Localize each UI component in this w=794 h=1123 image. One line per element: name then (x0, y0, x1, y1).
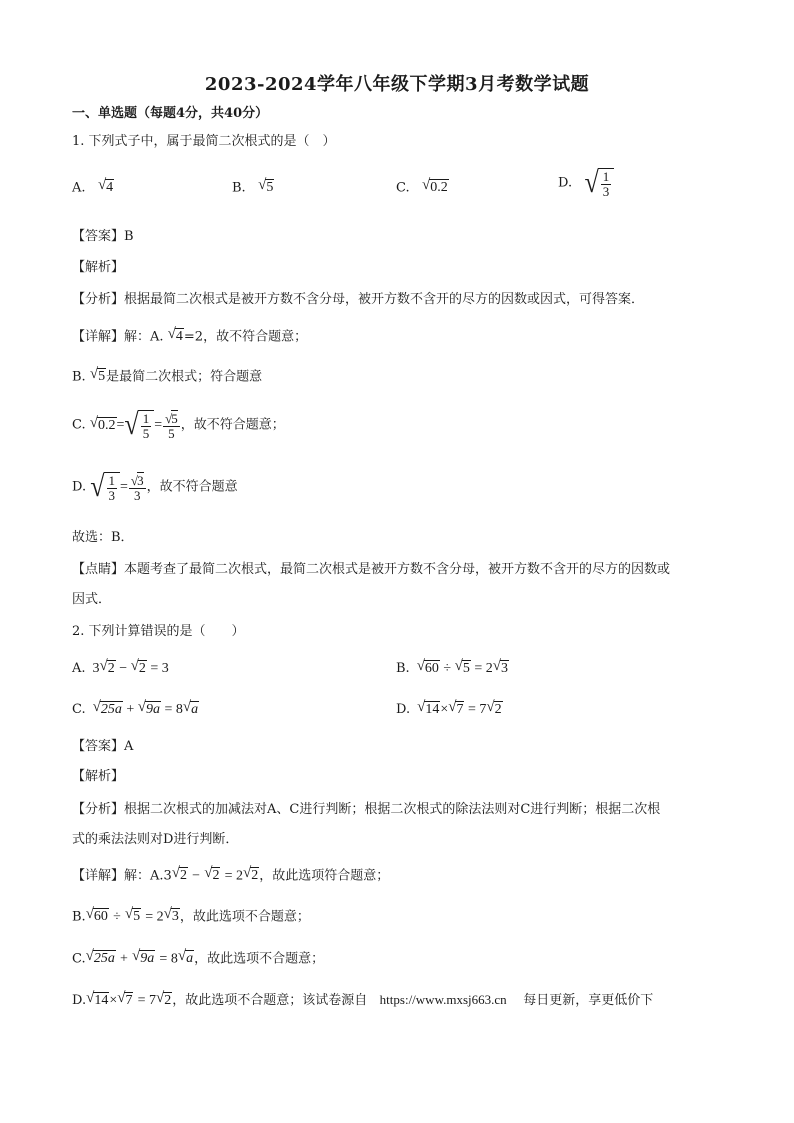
q2-answer: 【答案】A (72, 739, 134, 754)
q2-analysis-line-2: 式的乘法法则对D进行判断． (72, 832, 239, 847)
q1-option-b: B. √5 (232, 178, 274, 199)
sqrt-one-third: √ $\frac{1}{3}$ (585, 168, 615, 199)
q1-option-d: D. √ $\frac{1}{3}$ (558, 168, 614, 199)
q1-analysis-text: 【分析】根据最简二次根式是被开方数不含分母，被开方数不含开的尽方的因数或因式，可得答案． (72, 292, 645, 307)
q2-analysis-line-1: 【分析】根据二次根式的加减法对A、C进行判断；根据二次根式的除法法则对C进行判断；根据二次根 (72, 802, 661, 817)
sqrt-0-2: √0.2 (422, 177, 448, 195)
q2-detail-a: 【详解】解：A.3√2 − √2 = 2√2，故此选项符合题意； (72, 865, 390, 884)
q1-comment-line-1: 【点睛】本题考查了最简二次根式，最简二次根式是被开方数不含分母，被开方数不含开的尽方的因数或 (72, 562, 671, 577)
q2-option-a: A. 3√2 − √2 = 3 (72, 658, 169, 677)
q2-detail-d: D.√14×√7 = 7√2，故此选项不合题意；该试卷源自 https://www.mxsj663.cn 每日更新，享更低价下 (72, 989, 654, 1008)
q1-detail-c: C. √0.2= √ $\frac{1}{5}$ = $\frac{√5}{5}$ ，故不符合题意； (72, 407, 285, 442)
q2-analysis-heading: 【解析】 (72, 769, 125, 784)
q1-option-c: C. √0.2 (396, 178, 449, 199)
q1-comment-line-2: 因式． (72, 592, 112, 607)
q1-analysis-heading: 【解析】 (72, 260, 125, 275)
sqrt-4: √4 (97, 177, 114, 195)
q1-choice: 故选：B． (72, 530, 134, 545)
q1-option-a: A. √4 (72, 178, 114, 199)
section-heading: 一、单选题（每题4分，共40分） (72, 106, 269, 121)
q2-option-c: C. √25a + √9a = 8√a (72, 699, 199, 718)
q1-detail-b: B. √5是最简二次根式；符合题意 (72, 366, 263, 385)
q1-detail-d: D. √ $\frac{1}{3}$ = $\frac{√3}{3}$ ，故不符合题意 (72, 469, 238, 504)
question-2-stem: 2. 下列计算错误的是（ ） (72, 624, 245, 639)
source-link[interactable]: https://www.mxsj663.cn (379, 992, 507, 1007)
q2-detail-b: B.√60 ÷ √5 = 2√3，故此选项不合题意； (72, 906, 310, 925)
question-1-stem: 1. 下列式子中，属于最简二次根式的是（ ） (72, 134, 336, 149)
q1-detail-a: 【详解】解：A. √4=2，故不符合题意； (72, 326, 308, 345)
q1-answer: 【答案】B (72, 229, 134, 244)
q2-option-b: B. √60 ÷ √5 = 2√3 (396, 658, 508, 677)
sqrt-5: √5 (258, 177, 274, 195)
q2-option-d: D. √14×√7 = 7√2 (396, 699, 502, 718)
q2-detail-c: C.√25a + √9a = 8√a，故此选项不合题意； (72, 948, 325, 967)
page-title: 2023-2024学年八年级下学期3月考数学试题 (204, 74, 590, 95)
